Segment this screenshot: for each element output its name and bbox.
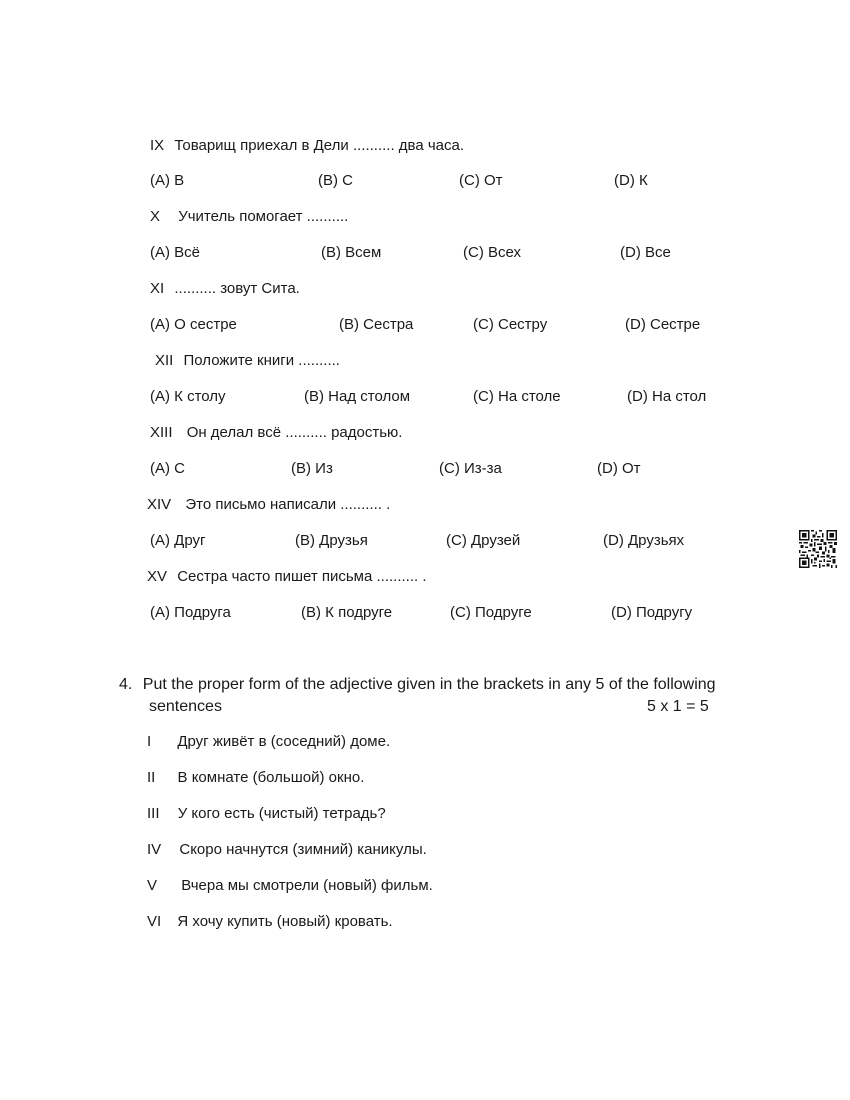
question-xiii (150, 424, 402, 441)
sentence-item (147, 805, 386, 822)
option-d: (D) Друзьях (603, 532, 685, 549)
question-xii (155, 352, 340, 369)
option-b: (B) Друзья (295, 532, 368, 549)
sentence-text: У кого есть (чистый) тетрадь? (177, 805, 386, 822)
question-number: XIII (150, 424, 173, 441)
question-number: XV (147, 568, 168, 585)
sentence-item (147, 733, 390, 750)
question-xi (150, 280, 300, 297)
option-b: (B) Над столом (304, 388, 411, 405)
option-b: (B) С (318, 172, 353, 189)
question-number: IX (150, 137, 165, 154)
option-c: (C) Подруге (450, 604, 532, 621)
sentence-number: I (147, 733, 152, 750)
option-d: (D) Сестре (625, 316, 701, 333)
option-d: (D) На стол (627, 388, 707, 405)
question-text: Учитель помогает .......... (178, 208, 349, 225)
option-a: (A) Друг (150, 532, 206, 549)
question-text: .......... зовут Сита. (174, 280, 300, 297)
option-a: (A) С (150, 460, 185, 477)
question-text: Положите книги .......... (183, 352, 340, 369)
question-number: XIV (147, 496, 172, 513)
option-c: (C) Из-за (439, 460, 502, 477)
option-b: (B) Из (291, 460, 333, 477)
option-b: (B) Сестра (339, 316, 414, 333)
option-c: (C) На столе (473, 388, 561, 405)
section-instruction-line2: sentences (149, 698, 222, 715)
option-d: (D) Все (620, 244, 671, 261)
option-a: (A) О сестре (150, 316, 237, 333)
section-instruction-line1: Put the proper form of the adjective given in the brackets in any 5 of the following (142, 676, 716, 693)
sentence-number: VI (147, 913, 162, 930)
sentence-text: В комнате (большой) окно. (177, 769, 365, 786)
sentence-text: Скоро начнутся (зимний) каникулы. (179, 841, 427, 858)
section-number: 4. (119, 676, 133, 693)
option-c: (C) Друзей (446, 532, 521, 549)
option-b: (B) Всем (321, 244, 382, 261)
sentence-text: Вчера мы смотрели (новый) фильм. (181, 877, 433, 894)
qr-code-icon-graphic (799, 530, 837, 568)
sentence-item (147, 841, 427, 858)
sentence-number: IV (147, 841, 162, 858)
sentence-text: Я хочу купить (новый) кровать. (177, 913, 393, 930)
question-xiv (147, 496, 390, 513)
option-c: (C) Сестру (473, 316, 548, 333)
option-d: (D) Подругу (611, 604, 693, 621)
option-c: (C) От (459, 172, 503, 189)
question-text: Он делал всё .......... радостью. (186, 424, 403, 441)
sentence-item (147, 877, 433, 894)
option-b: (B) К подруге (301, 604, 393, 621)
question-ix (150, 137, 464, 154)
option-d: (D) От (597, 460, 641, 477)
option-a: (A) К столу (150, 388, 226, 405)
sentence-number: V (147, 877, 158, 894)
question-text: Сестра часто пишет письма .......... . (177, 568, 427, 585)
question-x (150, 208, 348, 225)
question-xv (147, 568, 427, 585)
qr-code-icon (799, 530, 837, 568)
option-a: (A) Всё (150, 244, 201, 261)
sentence-text: Друг живёт в (соседний) доме. (177, 733, 391, 750)
question-number: X (150, 208, 161, 225)
sentence-item (147, 913, 393, 930)
option-a: (A) В (150, 172, 185, 189)
section-4-heading (119, 676, 716, 694)
question-text: Это письмо написали .......... . (185, 496, 391, 513)
sentence-number: II (147, 769, 156, 786)
question-text: Товарищ приехал в Дели .......... два часа. (174, 137, 465, 154)
option-c: (C) Всех (463, 244, 522, 261)
question-number: XI (150, 280, 165, 297)
section-marks: 5 x 1 = 5 (647, 698, 709, 715)
sentence-number: III (147, 805, 160, 822)
sentence-item (147, 769, 364, 786)
option-d: (D) К (614, 172, 648, 189)
option-a: (A) Подруга (150, 604, 231, 621)
question-number: XII (155, 352, 174, 369)
